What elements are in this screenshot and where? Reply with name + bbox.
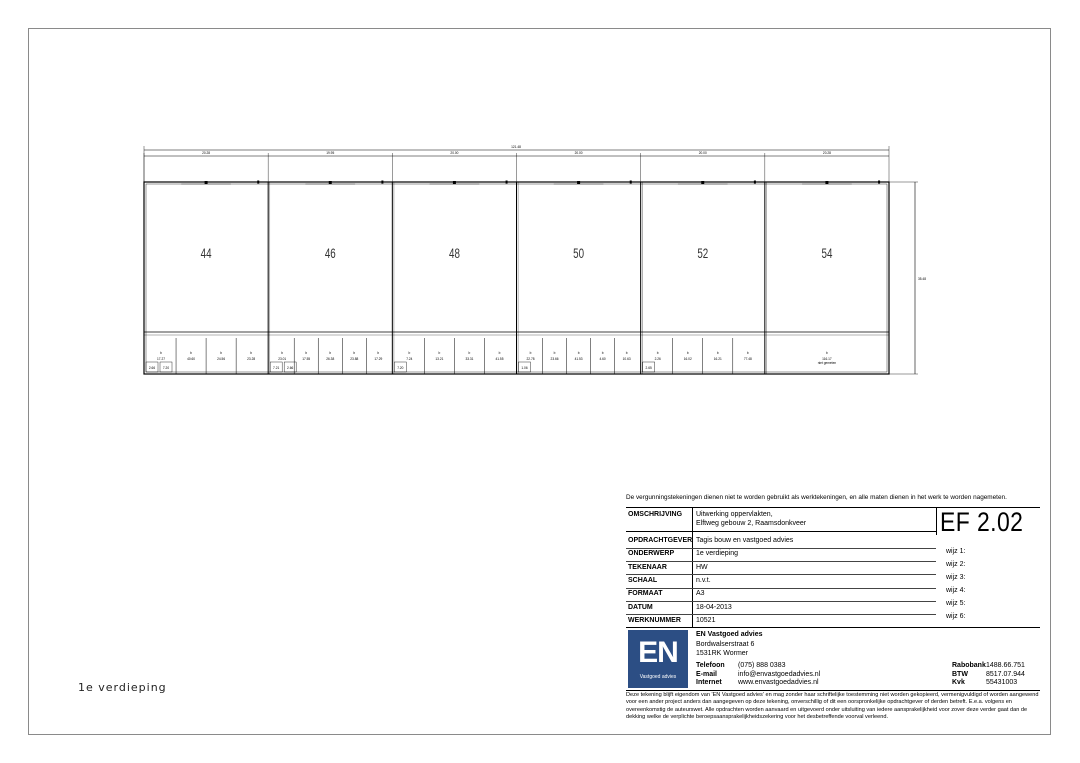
document-number: EF 2.02 [940,507,1024,537]
title-row-key: FORMAAT [628,590,663,598]
revision-entry: wijz 4: [946,587,966,594]
title-row-key: SCHAAL [628,576,658,584]
omschrijving-key: OMSCHRIJVING [628,511,683,518]
revision-entry: wijz 3: [946,574,966,581]
small-room-area: 7.21 [273,366,280,370]
column-marker [825,181,828,184]
kvk-key: Kvk [952,679,965,687]
room-label: b [250,351,253,355]
room-label: b [553,351,556,355]
unit-50 [517,181,632,375]
room-area: 17.29 [374,357,383,361]
copyright-notice: Deze tekening blijft eigendom van 'EN Vastgoed advies' en mag zonder haar schriftelijke toestemming niet worden gekopieerd, vermenigvuldigd of worden aangewend voor een ander project anders dan aangegeven op deze tekening, onverschillig of dit een oorspronkelijke opdrachtgever of derden betreft. E.e.a. volgens en overeenkomstig de auteurswet. Alle opdrachten worden aanvaard en uitgevoerd onder uitsluiting van iedere aansprakelijkheid voor zover deze verder gaat dan de dekking welke de verplichte beroepsaansprakelijkheidszekering voor het desbetreffende voorval verleend. [626,692,1039,721]
room-label: b [305,351,308,355]
room-area: 2.26 [654,357,661,361]
email-key: E-mail [696,670,718,678]
room-label: b [468,351,471,355]
revision-entry: wijz 6: [946,613,966,620]
unit-number: 48 [449,245,460,262]
column-marker [577,181,580,184]
tb-line [626,531,936,532]
internet-value[interactable]: www.envastgoedadvies.nl [738,679,819,687]
column-marker [257,181,259,184]
depth-dimension [889,182,926,374]
title-row-value: A3 [696,590,705,598]
room-area: 23.66 [550,357,559,361]
title-row [626,615,936,627]
title-row-key: WERKNUMMER [628,616,681,624]
room-area: 41.53 [574,357,583,361]
room-label: b [601,351,604,355]
room-area: 17.27 [157,357,166,361]
tb-row-line [626,548,936,549]
omschrijving-line2: Elftweg gebouw 2, Raamsdonkveer [696,520,807,527]
column-marker [878,181,880,184]
title-row [626,548,936,560]
btw-value: 8517.07.944 [986,670,1025,678]
column-marker [453,181,456,184]
email-value[interactable]: info@envastgoedadvies.nl [738,670,821,678]
title-row-key: ONDERWERP [628,550,675,558]
title-row [626,535,936,547]
overall-dimension-label: 121.48 [511,145,521,149]
title-row-value: 18-04-2013 [696,603,732,611]
room-area: 24.56 [217,357,226,361]
rabobank-key: Rabobank [952,662,986,669]
small-room-area: 1.06 [521,366,528,370]
segment-dimension-label: 20.28 [822,151,831,155]
small-room-area: 7.20 [397,366,404,370]
telefoon-value: (075) 888 0383 [738,662,786,669]
tb-row-line [626,561,936,562]
room-label: b [190,351,192,355]
telefoon-key: Telefoon [696,662,725,669]
rabobank-value: 1488.66.751 [986,662,1025,669]
room-label: b [408,351,411,355]
room-area: 22.78 [526,357,535,361]
segment-dimensions [144,151,889,182]
units-layer [146,181,880,375]
room-label: b [686,351,689,355]
room-area: 40.60 [187,357,196,361]
title-row-value: Tagis bouw en vastgoed advies [696,537,794,544]
column-marker [630,181,632,184]
company-name: EN Vastgoed advies [696,631,763,638]
omschrijving-row-2 [626,518,936,530]
room-label: b [220,351,222,355]
small-room-area: 2.66 [287,366,294,370]
room-label: b [498,351,501,355]
room-area: 26.38 [326,357,335,361]
depth-dimension-label: 35.48 [918,277,926,281]
unit-number: 44 [200,245,212,262]
room-label: b [377,351,380,355]
room-area: 10.63 [622,357,631,361]
room-area: 33.31 [465,357,474,361]
segment-dimension-label: 20.00 [574,151,583,155]
room-label: b [353,351,356,355]
title-row-value: n.v.t. [696,576,711,584]
title-row-key: OPDRACHTGEVER [628,537,693,544]
tb-line [626,690,1040,691]
kvk-value: 55431003 [986,679,1018,687]
room-label: b [329,351,332,355]
unit-52 [641,181,756,375]
tb-line [626,627,1040,628]
segment-dimension-label: 20.00 [698,151,707,155]
address-line-2: 1531RK Wormer [696,650,749,657]
unit-46 [268,181,383,375]
tb-vline-doc [936,507,937,535]
segment-dimension-label: 20.00 [450,151,459,155]
title-row [626,575,936,587]
room-area: 17.55 [302,357,311,361]
room-label: b [656,351,659,355]
unit-number: 54 [821,245,833,262]
omschrijving-line1: Uitwerking oppervlakten, [696,511,773,518]
title-row-value: 10521 [696,616,716,624]
title-row-key: DATUM [628,603,653,611]
room-area: 16.21 [713,357,722,361]
column-marker [754,181,756,184]
logo-subtext: Vastgoed advies [639,674,677,680]
small-room-area: 2.66 [148,366,156,370]
room-label: b [625,351,628,355]
column-marker [205,181,208,184]
unit-44 [146,181,259,375]
tb-row-line [626,588,936,589]
room-area: 16.02 [683,357,692,361]
room-area: 13.21 [435,357,444,361]
company-logo [628,630,688,688]
logo-text: EN [638,636,678,669]
segment-dimension-label: 19.95 [326,151,335,155]
room-area: 23.01 [278,357,287,361]
room-area: 7.24 [406,357,413,361]
title-row-key: TEKENAAR [628,563,667,571]
small-room-area: 2.65 [645,366,652,370]
internet-key: Internet [696,679,722,687]
room-label: b [160,351,162,355]
room-label: b [438,351,441,355]
segment-dimension-label: 20.28 [202,151,211,155]
tb-row-line [626,614,936,615]
room-area: 23.88 [350,357,359,361]
column-marker [701,181,704,184]
btw-key: BTW [952,670,968,678]
room-area: 41.55 [495,357,504,361]
revision-entry: wijz 5: [946,600,966,607]
unit-54 [765,181,880,375]
room-note: niet gemeten [817,361,837,365]
title-row [626,588,936,600]
unit-number: 50 [573,245,585,262]
room-label: b [826,351,828,355]
unit-48 [392,181,507,375]
title-row-value: 1e verdieping [696,550,739,558]
column-marker [506,181,508,184]
room-area: 116.17 [822,357,832,361]
company-registration [952,662,1025,688]
revision-entry: wijz 1: [946,548,966,555]
room-label: b [746,351,749,355]
company-contacts [696,662,820,688]
unit-number: 46 [324,245,336,262]
tb-row-line [626,601,936,602]
column-marker [381,181,383,184]
room-label: b [281,351,284,355]
title-row [626,562,936,574]
room-label: b [716,351,719,355]
company-address [696,630,763,659]
address-line-1: Bordwalserstraat 6 [696,640,755,648]
room-area: 23.28 [247,357,256,361]
room-label: b [577,351,580,355]
room-area: 4.60 [599,357,606,361]
column-marker [329,181,332,184]
unit-number: 52 [697,245,709,262]
revision-entry: wijz 2: [946,561,966,568]
floor-label: 1e verdieping [78,681,167,694]
room-area: 77.48 [743,357,752,361]
title-row [626,602,936,614]
disclaimer: De vergunningstekeningen dienen niet te worden gebruikt als werktekeningen, en alle maten dienen in het werk te worden nagemeten. [626,494,1007,501]
title-row-value: HW [696,563,708,571]
tb-row-line [626,574,936,575]
room-label: b [529,351,532,355]
small-room-area: 7.20 [162,366,170,370]
